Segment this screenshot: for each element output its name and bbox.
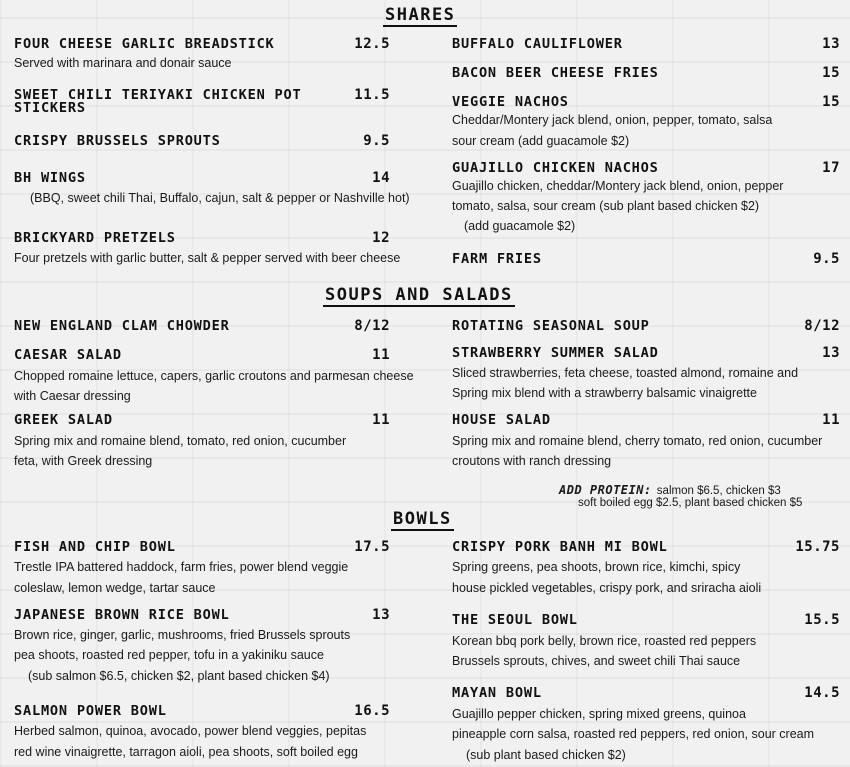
menu-item-description: Herbed salmon, quinoa, avocado, power blend veggies, pepitas [14, 724, 367, 738]
menu-item-price: 16.5 [354, 703, 390, 719]
menu-item-name: BUFFALO CAULIFLOWER [452, 36, 623, 52]
menu-item-description: Brussels sprouts, chives, and sweet chili Thai sauce [452, 654, 741, 668]
menu-item-price: 11.5 [354, 87, 390, 103]
menu-item-description: red wine vinaigrette, tarragon aioli, pea shoots, soft boiled egg [14, 745, 358, 759]
section-heading-soups-and-salads: SOUPS AND SALADS [325, 285, 513, 305]
menu-item-description: pea shoots, roasted red pepper, tofu in a yakiniku sauce [14, 648, 324, 662]
menu-item-name: HOUSE SALAD [452, 412, 551, 428]
menu-item-price: 15.75 [795, 539, 840, 555]
menu-item-name: BH WINGS [14, 170, 86, 186]
menu-item-name: GUAJILLO CHICKEN NACHOS [452, 160, 659, 176]
menu-item-price: 11 [822, 412, 840, 428]
menu-item-price: 9.5 [363, 133, 390, 149]
menu-item-description: (sub salmon $6.5, chicken $2, plant based chicken $4) [28, 669, 330, 683]
menu-item-price: 17.5 [354, 539, 390, 555]
menu-item-price: 15.5 [804, 612, 840, 628]
menu-item-price: 9.5 [813, 251, 840, 267]
menu-item-description: Served with marinara and donair sauce [14, 56, 232, 70]
menu-item-description: Spring mix blend with a strawberry balsamic vinaigrette [452, 386, 757, 400]
menu-item-name: STRAWBERRY SUMMER SALAD [452, 345, 659, 361]
section-heading-bowls: BOWLS [393, 509, 452, 529]
menu-item-description: Trestle IPA battered haddock, farm fries, power blend veggie [14, 560, 349, 574]
menu-item-description: sour cream (add guacamole $2) [452, 134, 630, 148]
menu-item-price: 15 [822, 65, 840, 81]
menu-item-name: CAESAR SALAD [14, 347, 122, 363]
menu-item-description: feta, with Greek dressing [14, 454, 153, 468]
menu-item-description: Chopped romaine lettuce, capers, garlic croutons and parmesan cheese [14, 369, 414, 383]
menu-item-description: (add guacamole $2) [464, 219, 576, 233]
menu-item-name: MAYAN BOWL [452, 685, 542, 701]
menu-item-name: JAPANESE BROWN RICE BOWL [14, 607, 230, 623]
menu-item-description: Spring mix and romaine blend, cherry tomato, red onion, cucumber [452, 434, 823, 448]
menu-item-name: VEGGIE NACHOS [452, 94, 569, 110]
menu-item-name: GREEK SALAD [14, 412, 113, 428]
menu-item-price: 12.5 [354, 36, 390, 52]
add-protein-line-2: soft boiled egg $2.5, plant based chicken $5 [578, 497, 803, 509]
menu-item-name: SALMON POWER BOWL [14, 703, 167, 719]
menu-item-description: Spring greens, pea shoots, brown rice, kimchi, spicy [452, 560, 741, 574]
menu-item-name: BACON BEER CHEESE FRIES [452, 65, 659, 81]
menu-item-description: Brown rice, ginger, garlic, mushrooms, fried Brussels sprouts [14, 628, 351, 642]
menu-item-price: 12 [372, 230, 390, 246]
menu-item-name: THE SEOUL BOWL [452, 612, 578, 628]
menu-item-name: ROTATING SEASONAL SOUP [452, 318, 650, 334]
menu-item-name: SWEET CHILI TERIYAKI CHICKEN POT STICKERS [14, 87, 302, 116]
menu-item-description: (sub plant based chicken $2) [466, 748, 626, 762]
menu-item-price: 8/12 [354, 318, 390, 334]
menu-item-price: 8/12 [804, 318, 840, 334]
menu-item-description: with Caesar dressing [14, 389, 131, 403]
menu-item-description: Spring mix and romaine blend, tomato, red onion, cucumber [14, 434, 347, 448]
menu-item-price: 17 [822, 160, 840, 176]
menu-item-price: 14 [372, 170, 390, 186]
menu-item-name: FOUR CHEESE GARLIC BREADSTICK [14, 36, 275, 52]
menu-item-description: Korean bbq pork belly, brown rice, roasted red peppers [452, 634, 757, 648]
menu-item-description: tomato, salsa, sour cream (sub plant based chicken $2) [452, 199, 760, 213]
section-heading-shares: SHARES [385, 5, 456, 25]
menu-item-name: FARM FRIES [452, 251, 542, 267]
menu-item-description: Sliced strawberries, feta cheese, toasted almond, romaine and [452, 366, 799, 380]
menu-item-description: Cheddar/Montery jack blend, onion, pepper, tomato, salsa [452, 113, 773, 127]
menu-item-description: Four pretzels with garlic butter, salt & pepper served with beer cheese [14, 251, 401, 265]
menu-item-description: house pickled vegetables, crispy pork, and sriracha aioli [452, 581, 762, 595]
menu-item-price: 11 [372, 347, 390, 363]
menu-item-description: croutons with ranch dressing [452, 454, 612, 468]
menu-item-description: Guajillo pepper chicken, spring mixed greens, quinoa [452, 707, 746, 721]
menu-item-price: 13 [822, 345, 840, 361]
menu-item-price: 13 [822, 36, 840, 52]
menu-item-name: CRISPY PORK BANH MI BOWL [452, 539, 668, 555]
menu-item-description: coleslaw, lemon wedge, tartar sauce [14, 581, 216, 595]
menu-item-price: 13 [372, 607, 390, 623]
menu-item-name: NEW ENGLAND CLAM CHOWDER [14, 318, 230, 334]
menu-item-name: CRISPY BRUSSELS SPROUTS [14, 133, 221, 149]
menu-item-price: 15 [822, 94, 840, 110]
add-protein-label: ADD PROTEIN: [559, 483, 652, 497]
menu-item-price: 11 [372, 412, 390, 428]
menu-item-description: pineapple corn salsa, roasted red peppers, red onion, sour cream [452, 727, 815, 741]
menu-item-price: 14.5 [804, 685, 840, 701]
add-protein-note [559, 479, 781, 498]
menu-item-name: FISH AND CHIP BOWL [14, 539, 176, 555]
menu-item-description: (BBQ, sweet chili Thai, Buffalo, cajun, salt & pepper or Nashville hot) [30, 191, 410, 205]
menu-item-name: BRICKYARD PRETZELS [14, 230, 176, 246]
add-protein-line-1: salmon $6.5, chicken $3 [656, 485, 781, 497]
menu-item-description: Guajillo chicken, cheddar/Montery jack blend, onion, pepper [452, 179, 784, 193]
